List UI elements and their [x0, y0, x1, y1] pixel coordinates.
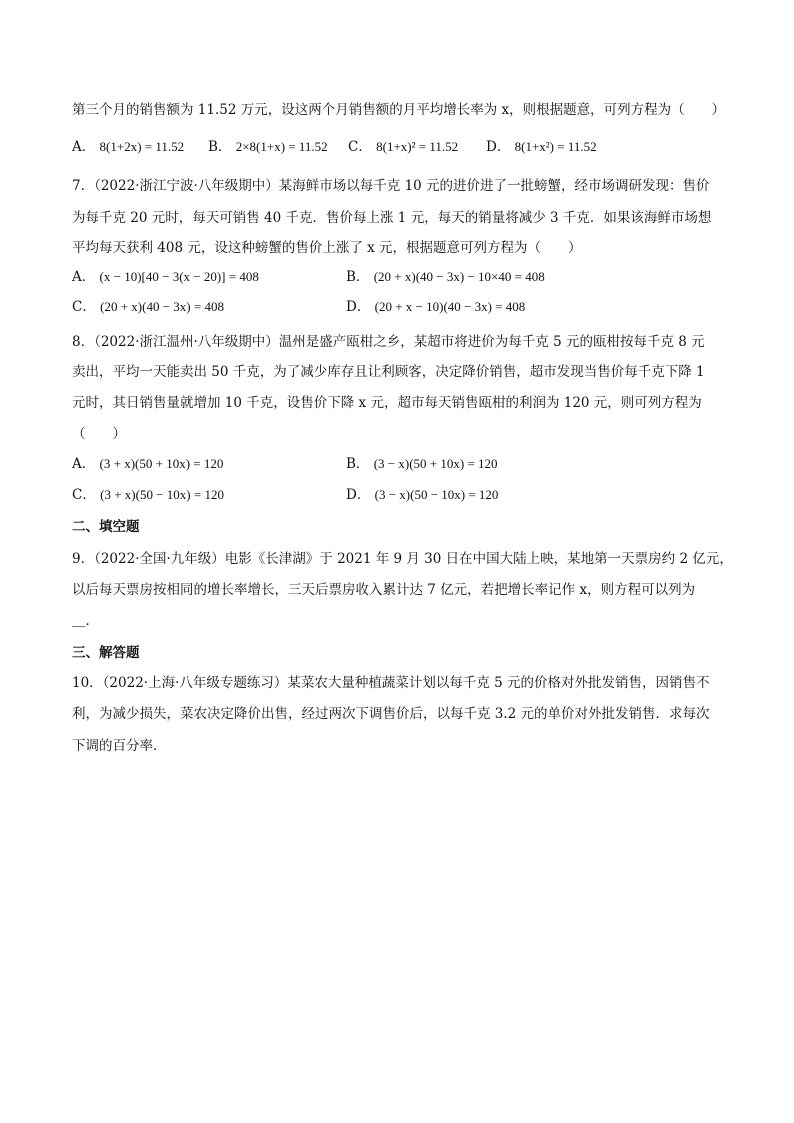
option-expression: (20 + x)(40 − 3x) = 408 — [100, 299, 224, 314]
option-letter: B． — [208, 139, 232, 155]
q8-line-1: 8．（2022·浙江温州·八年级期中）温州是盛产瓯柑之乡，某超市将进价为每千克 5 元的瓯柑按每千克 8 元 — [72, 334, 705, 350]
option-letter: A． — [72, 456, 96, 472]
option-expression: (3 − x)(50 + 10x) = 120 — [373, 456, 498, 471]
q8-option-c — [72, 486, 224, 504]
option-letter: A． — [72, 139, 96, 155]
q10-line-2: 利，为减少损失，菜农决定降价出售，经过两次下调售价后，以每千克 3.2 元的单价对外批发销售．求每次 — [72, 706, 710, 722]
q7-option-c — [72, 298, 224, 316]
q9-line-3: ＿． — [72, 613, 99, 629]
option-expression: (20 + x − 10)(40 − 3x) = 408 — [374, 299, 526, 314]
q9-line-1: 9．（2022·全国·九年级）电影《长津湖》于 2021 年 9 月 30 日在中国大陆上映，某地第一天票房约 2 亿元， — [72, 551, 733, 567]
q6-stem-end: 第三个月的销售额为 11.52 万元，设这两个月销售额的月平均增长率为 x，则根据题意，可列方程为（ ） — [72, 102, 726, 118]
q8-line-2: 卖出，平均一天能卖出 50 千克，为了减少库存且让利顾客，决定降价销售，超市发现当售价每千克下降 1 — [72, 364, 705, 380]
q10-line-1: 10．（2022·上海·八年级专题练习）某菜农大量种植蔬菜计划以每千克 5 元的价格对外批发销售，因销售不 — [72, 675, 710, 691]
q7-option-a — [72, 268, 259, 286]
q6-option-b — [208, 138, 328, 156]
option-letter: D． — [346, 299, 371, 315]
q7-option-d — [346, 298, 525, 316]
option-expression: (3 + x)(50 + 10x) = 120 — [99, 456, 224, 471]
option-letter: C． — [72, 299, 96, 315]
option-expression: 8(1+2x) = 11.52 — [99, 139, 185, 154]
section-heading-solutions: 三、解答题 — [72, 645, 140, 661]
option-letter: B． — [346, 456, 370, 472]
option-expression: (x − 10)[40 − 3(x − 20)] = 408 — [99, 269, 259, 284]
q8-option-a — [72, 455, 223, 473]
q8-line-4: （ ） — [72, 426, 126, 442]
option-letter: C． — [72, 487, 96, 503]
q6-option-c — [348, 138, 458, 156]
q7-line-3: 平均每天获利 408 元，设这种螃蟹的售价上涨了 x 元，根据题意可列方程为（ ） — [72, 240, 582, 256]
option-letter: B． — [346, 269, 370, 285]
option-letter: A． — [72, 269, 96, 285]
q8-option-d — [346, 486, 498, 504]
q6-option-d — [486, 138, 597, 156]
option-letter: C． — [348, 139, 372, 155]
option-expression: 2×8(1+x) = 11.52 — [235, 139, 328, 154]
q10-line-3: 下调的百分率． — [72, 738, 167, 754]
option-expression: 8(1+x²) = 11.52 — [514, 139, 597, 154]
q7-line-1: 7．（2022·浙江宁波·八年级期中）某海鲜市场以每千克 10 元的进价进了一批螃蟹，经市场调研发现：售价 — [72, 178, 710, 194]
option-expression: 8(1+x)² = 11.52 — [376, 139, 459, 154]
q7-option-b — [346, 268, 545, 286]
option-letter: D． — [486, 139, 511, 155]
option-expression: (3 − x)(50 − 10x) = 120 — [374, 487, 499, 502]
q6-option-a — [72, 138, 184, 156]
q8-option-b — [346, 455, 498, 473]
q7-line-2: 为每千克 20 元时，每天可销售 40 千克．售价每上涨 1 元，每天的销量将减少 3 千克．如果该海鲜市场想 — [72, 210, 712, 226]
option-letter: D． — [346, 487, 371, 503]
section-heading-fill-in: 二、填空题 — [72, 519, 140, 535]
q9-line-2: 以后每天票房按相同的增长率增长，三天后票房收入累计达 7 亿元，若把增长率记作 x，则方程可以列为 — [72, 582, 696, 598]
q8-line-3: 元时，其日销售量就增加 10 千克，设售价下降 x 元，超市每天销售瓯柑的利润为 120 元，则可列方程为 — [72, 395, 702, 411]
option-expression: (20 + x)(40 − 3x) − 10×40 = 408 — [373, 269, 545, 284]
option-expression: (3 + x)(50 − 10x) = 120 — [100, 487, 224, 502]
